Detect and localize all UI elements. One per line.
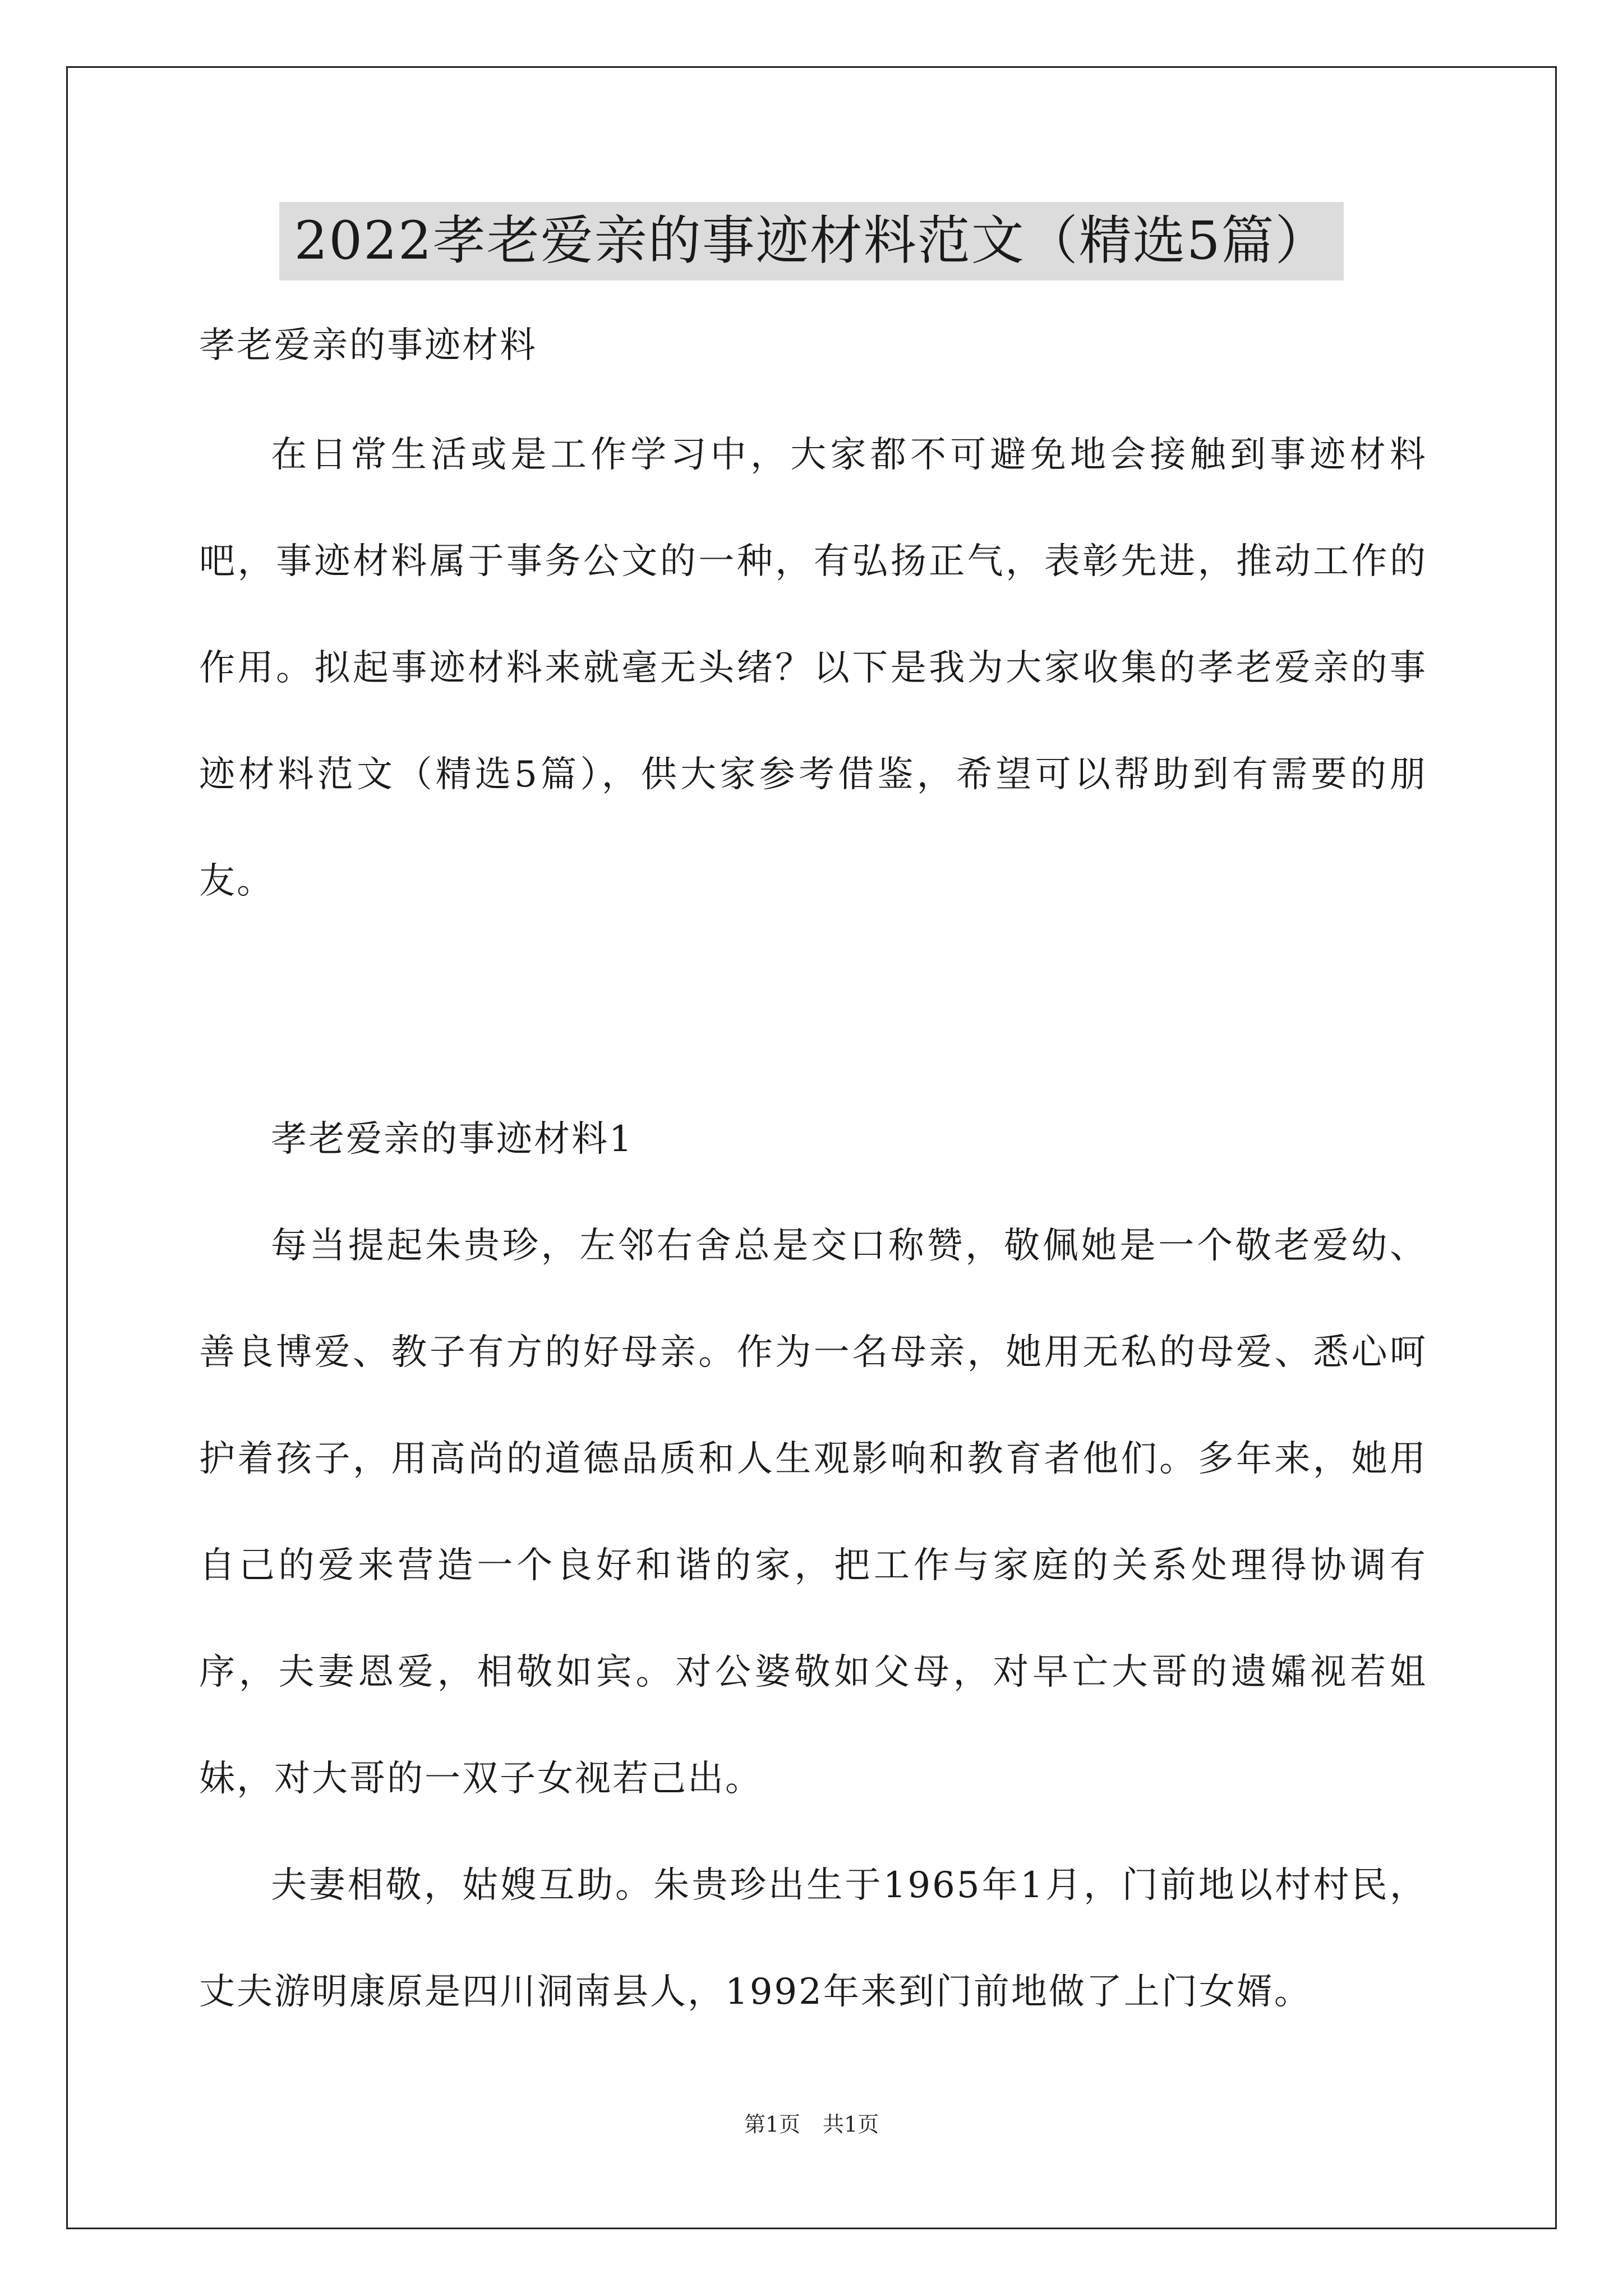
body-paragraph: 每当提起朱贵珍，左邻右舍总是交口称赞，敬佩她是一个敬老爱幼、善良博爱、教子有方的好母亲。作为一名母亲，她用无私的母爱、悉心呵护着孩子，用高尚的道德品质和人生观影响和教育者他们。多年来，她用自己的爱来营造一个良好和谐的家，把工作与家庭的关系处理得协调有序，夫妻恩爱，相敬如宾。对公婆敬如父母，对早亡大哥的遗孀视若姐妹，对大哥的一双子女视若己出。 bbox=[199, 1225, 1427, 1800]
title-container bbox=[0, 202, 1623, 280]
page-footer bbox=[0, 2110, 1623, 2138]
section-heading: 孝老爱亲的事迹材料1 bbox=[271, 1119, 634, 1160]
document-title: 2022孝老爱亲的事迹材料范文（精选5篇） bbox=[279, 202, 1343, 280]
page-number: 第1页 bbox=[744, 2112, 800, 2137]
document-body bbox=[199, 319, 1427, 2045]
intro-paragraph: 在日常生活或是工作学习中，大家都不可避免地会接触到事迹材料吧，事迹材料属于事务公文的一种，有弘扬正气，表彰先进，推动工作的作用。拟起事迹材料来就毫无头绪？以下是我为大家收集的孝老爱亲的事迹材料范文（精选5篇），供大家参考借鉴，希望可以帮助到有需要的朋友。 bbox=[199, 434, 1427, 902]
body-paragraph: 夫妻相敬，姑嫂互助。朱贵珍出生于1965年1月，门前地以村村民，丈夫游明康原是四川洞南县人，1992年来到门前地做了上门女婿。 bbox=[199, 1865, 1427, 2013]
document-subtitle: 孝老爱亲的事迹材料 bbox=[199, 325, 537, 366]
page-total: 共1页 bbox=[823, 2112, 879, 2137]
